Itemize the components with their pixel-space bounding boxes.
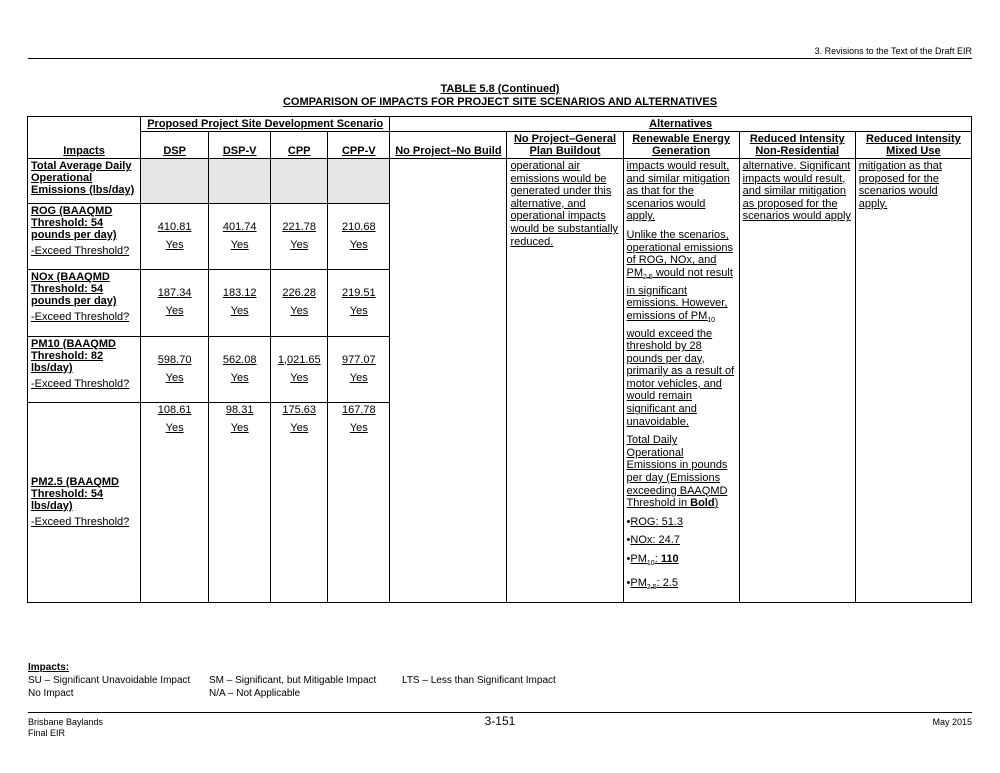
- col-cpp: CPP: [271, 132, 328, 159]
- row-total-label: Total Average Daily Operational Emissions (lbs/day): [28, 159, 141, 204]
- col-rinr: Reduced Intensity Non-Residential: [739, 132, 855, 159]
- group-proposed: Proposed Project Site Development Scenario: [141, 117, 390, 132]
- legend-heading: Impacts:: [28, 662, 70, 673]
- running-header: 3. Revisions to the Text of the Draft EIR: [814, 46, 972, 56]
- general-narrative: operational air emissions would be generated under this alternative, and operational impacts would be substantially reduced.: [507, 159, 623, 603]
- row-pm10-label: PM10 (BAAQMD Threshold: 82 lbs/day) -Exceed Threshold?: [28, 336, 141, 402]
- col-rimu: Reduced Intensity Mixed Use: [855, 132, 971, 159]
- table-cell: 226.28 Yes: [271, 270, 328, 336]
- table-cell: 221.78 Yes: [271, 204, 328, 270]
- impacts-legend: [28, 661, 556, 700]
- col-renewable: Renewable Energy Generation: [623, 132, 739, 159]
- group-header-row: [28, 117, 972, 132]
- rinr-narrative: alternative. Significant impacts would result, and similar mitigation as proposed for the scenarios would apply: [739, 159, 855, 603]
- row-nox-label: NOx (BAAQMD Threshold: 54 pounds per day) -Exceed Threshold?: [28, 270, 141, 336]
- table-cell: 598.70 Yes: [141, 336, 209, 402]
- col-dsp: DSP: [141, 132, 209, 159]
- table-cell: 175.63 Yes: [271, 402, 328, 602]
- column-header-row: [28, 132, 972, 159]
- header-rule: [28, 58, 972, 59]
- col-dspv: DSP-V: [209, 132, 271, 159]
- table-title: COMPARISON OF IMPACTS FOR PROJECT SITE SCENARIOS AND ALTERNATIVES: [282, 96, 718, 108]
- legend-sm: SM – Significant, but Mitigable Impact: [209, 675, 377, 686]
- list-item: • $PM_{2.5}$: 2.5: [627, 577, 736, 595]
- table-cell: 210.68 Yes: [328, 204, 390, 270]
- row-total: [28, 159, 972, 204]
- legend-ni: No Impact: [28, 688, 74, 699]
- nobuild-cell: [390, 159, 507, 603]
- footer-rule: [28, 712, 972, 713]
- col-cppv: CPP-V: [328, 132, 390, 159]
- comparison-table: [27, 116, 972, 603]
- emissions-list: [627, 516, 736, 595]
- table-cell: 98.31 Yes: [209, 402, 271, 602]
- rimu-narrative: mitigation as that proposed for the scenarios would apply.: [855, 159, 971, 603]
- page-number: 3-151: [484, 714, 516, 728]
- footer-left: Brisbane Baylands Final EIR: [28, 717, 104, 738]
- table-cell: 167.78 Yes: [328, 402, 390, 602]
- table-cell: 219.51 Yes: [328, 270, 390, 336]
- table-cell: 187.34 Yes: [141, 270, 209, 336]
- col-nobuild: No Project–No Build: [390, 132, 507, 159]
- table-cell: 562.08 Yes: [209, 336, 271, 402]
- col-general: No Project–General Plan Buildout: [507, 132, 623, 159]
- group-alternatives: Alternatives: [390, 117, 972, 132]
- legend-na: N/A – Not Applicable: [209, 688, 301, 699]
- table-cell: 401.74 Yes: [209, 204, 271, 270]
- table-cell: 977.07 Yes: [328, 336, 390, 402]
- list-item: • NOx: 24.7: [627, 534, 736, 547]
- table-cell: 410.81 Yes: [141, 204, 209, 270]
- legend-lts: LTS – Less than Significant Impact: [402, 675, 556, 686]
- row-rog-label: ROG (BAAQMD Threshold: 54 pounds per day) -Exceed Threshold?: [28, 204, 141, 270]
- table-cell: 183.12 Yes: [209, 270, 271, 336]
- footer-date: May 2015: [932, 717, 972, 727]
- list-item: • ROG: 51.3: [627, 516, 736, 529]
- row-pm25-label: PM2.5 (BAAQMD Threshold: 54 lbs/day) -Exceed Threshold?: [28, 402, 141, 602]
- table-cell: 1,021.65 Yes: [271, 336, 328, 402]
- table-cell: 108.61 Yes: [141, 402, 209, 602]
- list-item: • $PM_{10}$: 110: [627, 553, 736, 571]
- col-impacts: Impacts: [28, 117, 141, 159]
- renewable-narrative: impacts would result, and similar mitigation as that for the scenarios would apply. Unlike the scenarios, operational emissions of ROG, NOx, and $PM_{2.5}$ would not result in significant emissions. However, emissions of $PM_{10}$ would exceed the threshold by 28 pounds per day, primarily as a result of motor vehicles, and would remain significant and unavoidable. Total Daily Operational Emissions in pounds per day (Emissions exceeding BAAQMD Threshold in Bold) • ROG: 51.3 • NOx: 24.7 • $PM_{10}$: 110 • $PM_{2.5}$: 2.5: [623, 159, 739, 603]
- legend-su: SU – Significant Unavoidable Impact: [28, 675, 191, 686]
- table-number: TABLE 5.8 (Continued): [440, 83, 560, 95]
